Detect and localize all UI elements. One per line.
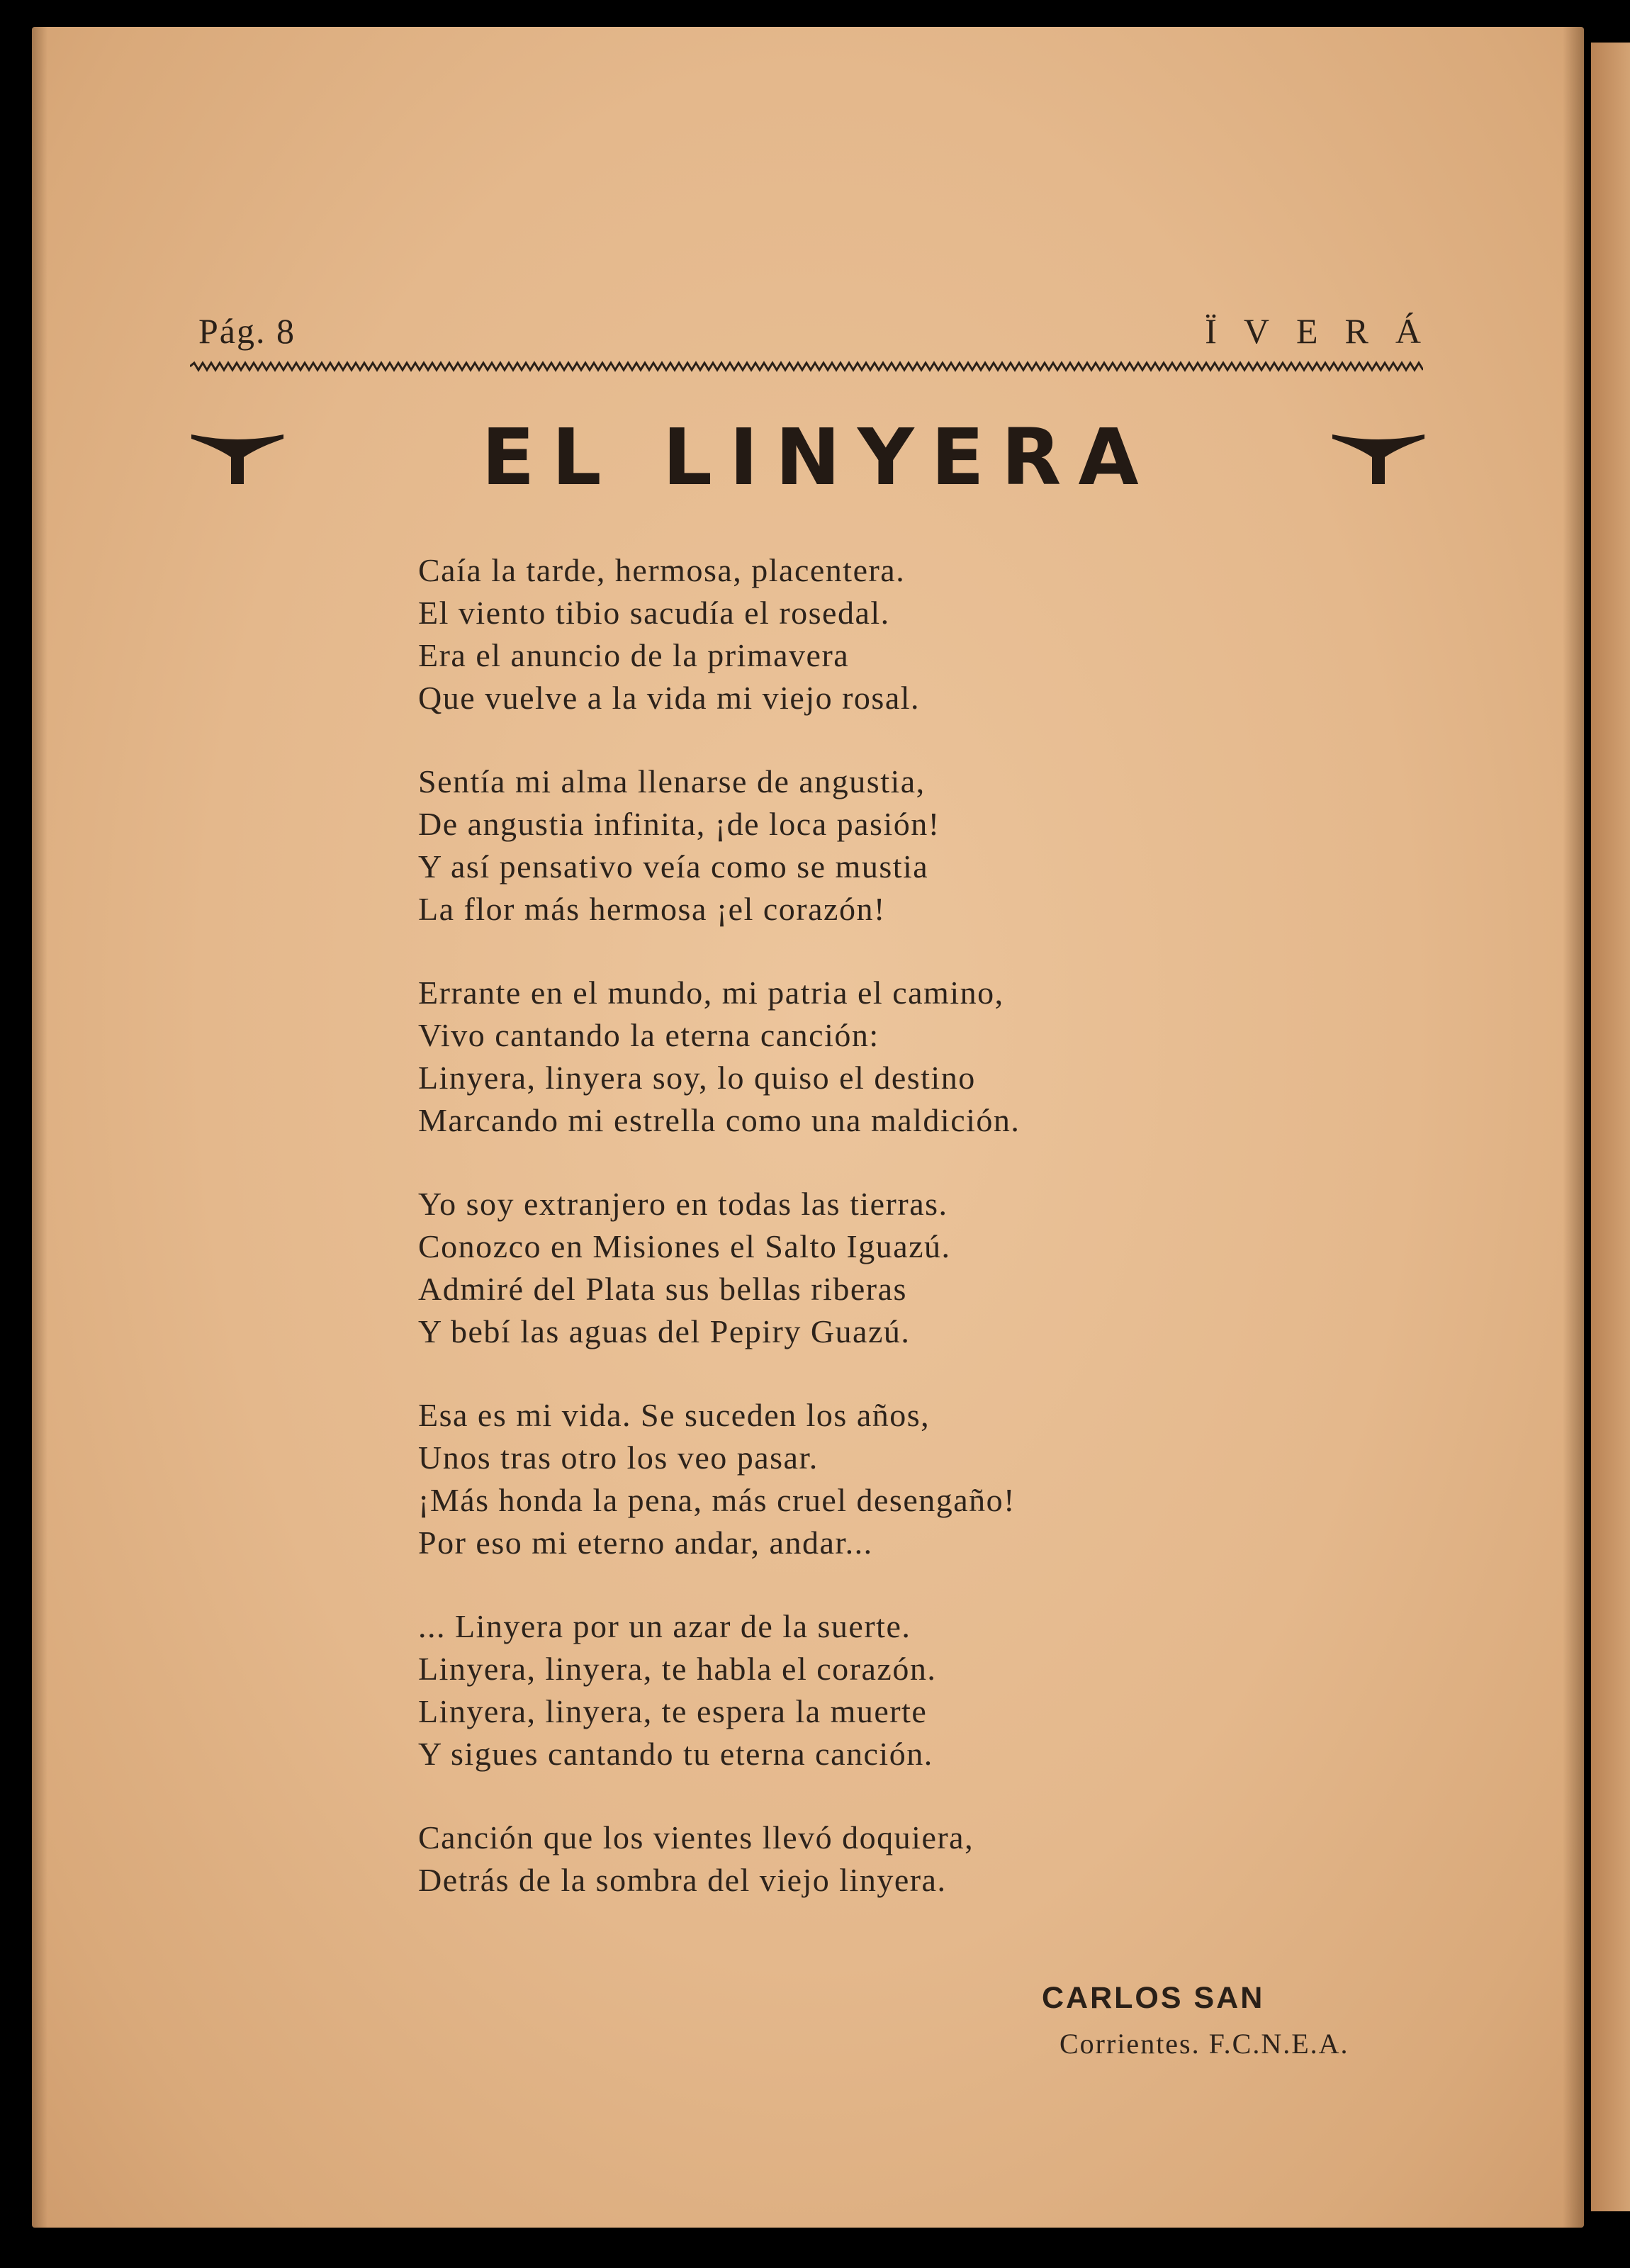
title-row	[191, 412, 1424, 503]
poem-line: Marcando mi estrella como una maldición.	[418, 1102, 1021, 1138]
downward-arrow-ornament-icon	[1332, 429, 1424, 485]
next-page-edge	[1591, 43, 1630, 2211]
poem-line: Sentía mi alma llenarse de angustia,	[418, 763, 926, 799]
stanza	[418, 760, 1269, 931]
page-number: Pág. 8	[198, 311, 296, 351]
poem-line: Y así pensativo veía como se mustia	[418, 848, 929, 885]
poem-line: Canción que los vientes llevó doquiera,	[418, 1819, 974, 1856]
poem-line: De angustia infinita, ¡de loca pasión!	[418, 806, 940, 842]
stanza	[418, 1394, 1269, 1564]
poem-line: Caía la tarde, hermosa, placentera.	[418, 552, 906, 588]
poem-line: Por eso mi eterno andar, andar...	[418, 1525, 873, 1561]
poem-line: ¡Más honda la pena, más cruel desengaño!	[418, 1482, 1016, 1518]
poem-line: Conozco en Misiones el Salto Iguazú.	[418, 1228, 951, 1264]
author-signature: CARLOS SAN	[1042, 1981, 1265, 2015]
stanza	[418, 1183, 1269, 1353]
poem-line: Unos tras otro los veo pasar.	[418, 1439, 819, 1476]
poem-line: Y bebí las aguas del Pepiry Guazú.	[418, 1313, 911, 1349]
poem-line: Vivo cantando la eterna canción:	[418, 1017, 879, 1053]
stanza	[418, 549, 1269, 719]
poem-line: Detrás de la sombra del viejo linyera.	[418, 1862, 947, 1898]
poem-line: Linyera, linyera soy, lo quiso el destino	[418, 1060, 976, 1096]
poem-line: Yo soy extranjero en todas las tierras.	[418, 1186, 948, 1222]
poem-line: La flor más hermosa ¡el corazón!	[418, 891, 886, 927]
poem-line: Admiré del Plata sus bellas riberas	[418, 1271, 907, 1307]
page-shadow-right	[1563, 27, 1584, 2228]
poem-body	[418, 549, 1269, 1943]
poem-line: Y sigues cantando tu eterna canción.	[418, 1736, 933, 1772]
publication-name: ÏVERÁ	[1205, 311, 1448, 351]
poem-line: Errante en el mundo, mi patria el camino,	[418, 975, 1004, 1011]
stanza	[418, 972, 1269, 1142]
author-location: Corrientes. F.C.N.E.A.	[1060, 2028, 1349, 2060]
poem-line: Linyera, linyera, te habla el corazón.	[418, 1651, 937, 1687]
stanza	[418, 1605, 1269, 1775]
poem-line: ... Linyera por un azar de la suerte.	[418, 1608, 911, 1644]
page-shadow-left	[32, 27, 47, 2228]
poem-line: Esa es mi vida. Se suceden los años,	[418, 1397, 931, 1433]
stanza	[418, 1817, 1269, 1902]
poem-line: Era el anuncio de la primavera	[418, 637, 850, 673]
poem-line: Linyera, linyera, te espera la muerte	[418, 1693, 928, 1729]
poem-title: EL LINYERA	[481, 412, 1156, 503]
wavy-divider	[190, 358, 1423, 375]
poem-line: Que vuelve a la vida mi viejo rosal.	[418, 680, 921, 716]
poem-line: El viento tibio sacudía el rosedal.	[418, 595, 890, 631]
running-header	[198, 310, 1448, 360]
